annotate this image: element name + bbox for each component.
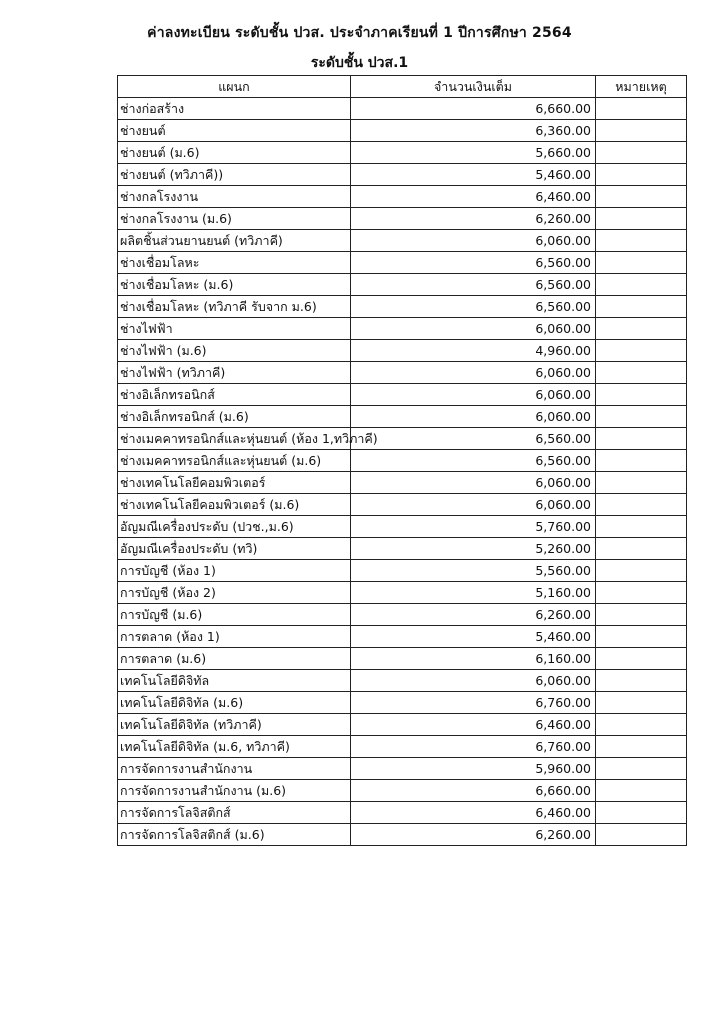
column-header-amount: จำนวนเงินเต็ม [351,76,596,98]
amount-cell: 6,260.00 [351,824,596,846]
department-cell: ช่างอิเล็กทรอนิกส์ [118,384,351,406]
note-cell [596,406,687,428]
note-cell [596,670,687,692]
amount-cell: 6,060.00 [351,362,596,384]
amount-cell: 5,560.00 [351,560,596,582]
department-cell: การจัดการงานสำนักงาน [118,758,351,780]
table-row [118,472,687,494]
table-row [118,120,687,142]
table-row [118,406,687,428]
table-row [118,560,687,582]
note-cell [596,186,687,208]
header-row [118,76,687,98]
amount-cell: 6,460.00 [351,714,596,736]
amount-cell: 6,460.00 [351,186,596,208]
table-row [118,494,687,516]
note-cell [596,714,687,736]
department-cell: การจัดการโลจิสติกส์ [118,802,351,824]
note-cell [596,274,687,296]
amount-cell: 6,560.00 [351,252,596,274]
department-cell: ช่างกลโรงงาน (ม.6) [118,208,351,230]
table-row [118,296,687,318]
department-cell: การบัญชี (ห้อง 2) [118,582,351,604]
note-cell [596,296,687,318]
amount-cell: 6,060.00 [351,406,596,428]
department-cell: อัญมณีเครื่องประดับ (ปวช.,ม.6) [118,516,351,538]
department-cell: การตลาด (ห้อง 1) [118,626,351,648]
amount-cell: 5,260.00 [351,538,596,560]
note-cell [596,230,687,252]
table-row [118,230,687,252]
department-cell: ช่างเมคคาทรอนิกส์และหุ่นยนต์ (ม.6) [118,450,351,472]
table-row [118,780,687,802]
note-cell [596,98,687,120]
department-cell: ผลิตชิ้นส่วนยานยนต์ (ทวิภาคี) [118,230,351,252]
note-cell [596,692,687,714]
amount-cell: 5,760.00 [351,516,596,538]
note-cell [596,516,687,538]
table-row [118,538,687,560]
table-row [118,450,687,472]
amount-cell: 5,660.00 [351,142,596,164]
amount-cell: 6,060.00 [351,670,596,692]
department-cell: เทคโนโลยีดิจิทัล [118,670,351,692]
amount-cell: 6,260.00 [351,604,596,626]
amount-cell: 6,660.00 [351,98,596,120]
note-cell [596,340,687,362]
table-row [118,736,687,758]
column-header-department: แผนก [118,76,351,98]
table-row [118,670,687,692]
table-row [118,824,687,846]
department-cell: เทคโนโลยีดิจิทัล (ม.6) [118,692,351,714]
note-cell [596,780,687,802]
table-row [118,274,687,296]
note-cell [596,648,687,670]
note-cell [596,758,687,780]
amount-cell: 6,560.00 [351,428,596,450]
department-cell: ช่างอิเล็กทรอนิกส์ (ม.6) [118,406,351,428]
amount-cell: 6,660.00 [351,780,596,802]
amount-cell: 6,060.00 [351,494,596,516]
note-cell [596,560,687,582]
department-cell: ช่างไฟฟ้า (ม.6) [118,340,351,362]
department-cell: เทคโนโลยีดิจิทัล (ทวิภาคี) [118,714,351,736]
amount-cell: 6,460.00 [351,802,596,824]
amount-cell: 6,760.00 [351,736,596,758]
note-cell [596,120,687,142]
amount-cell: 6,060.00 [351,472,596,494]
department-cell: ช่างเชื่อมโลหะ (ม.6) [118,274,351,296]
table-row [118,252,687,274]
document-subtitle: ระดับชั้น ปวส.1 [310,55,409,71]
department-cell: ช่างยนต์ (ทวิภาคี)) [118,164,351,186]
table-row [118,626,687,648]
department-cell: ช่างยนต์ [118,120,351,142]
department-cell: ช่างไฟฟ้า [118,318,351,340]
note-cell [596,538,687,560]
note-cell [596,208,687,230]
amount-cell: 6,560.00 [351,450,596,472]
note-cell [596,824,687,846]
table-row [118,318,687,340]
note-cell [596,384,687,406]
department-cell: ช่างเมคคาทรอนิกส์และหุ่นยนต์ (ห้อง 1,ทวิภาคี) [118,428,351,450]
amount-cell: 6,360.00 [351,120,596,142]
department-cell: การบัญชี (ม.6) [118,604,351,626]
amount-cell: 5,960.00 [351,758,596,780]
note-cell [596,450,687,472]
table-row [118,692,687,714]
department-cell: อัญมณีเครื่องประดับ (ทวิ) [118,538,351,560]
note-cell [596,428,687,450]
department-cell: การบัญชี (ห้อง 1) [118,560,351,582]
amount-cell: 6,760.00 [351,692,596,714]
amount-cell: 5,460.00 [351,164,596,186]
fee-table [117,75,687,846]
table-row [118,758,687,780]
department-cell: ช่างไฟฟ้า (ทวิภาคี) [118,362,351,384]
department-cell: การตลาด (ม.6) [118,648,351,670]
note-cell [596,494,687,516]
note-cell [596,626,687,648]
note-cell [596,604,687,626]
table-row [118,208,687,230]
amount-cell: 6,060.00 [351,230,596,252]
amount-cell: 6,260.00 [351,208,596,230]
amount-cell: 6,560.00 [351,274,596,296]
department-cell: การจัดการงานสำนักงาน (ม.6) [118,780,351,802]
amount-cell: 6,560.00 [351,296,596,318]
department-cell: ช่างเชื่อมโลหะ [118,252,351,274]
note-cell [596,472,687,494]
note-cell [596,362,687,384]
note-cell [596,252,687,274]
table-row [118,384,687,406]
department-cell: ช่างยนต์ (ม.6) [118,142,351,164]
table-row [118,582,687,604]
note-cell [596,142,687,164]
note-cell [596,582,687,604]
department-cell: ช่างเทคโนโลยีคอมพิวเตอร์ [118,472,351,494]
amount-cell: 4,960.00 [351,340,596,362]
department-cell: ช่างก่อสร้าง [118,98,351,120]
table-row [118,516,687,538]
table-row [118,362,687,384]
note-cell [596,736,687,758]
note-cell [596,164,687,186]
amount-cell: 5,460.00 [351,626,596,648]
table-row [118,164,687,186]
department-cell: เทคโนโลยีดิจิทัล (ม.6, ทวิภาคี) [118,736,351,758]
amount-cell: 5,160.00 [351,582,596,604]
department-cell: ช่างกลโรงงาน [118,186,351,208]
amount-cell: 6,060.00 [351,318,596,340]
table-row [118,604,687,626]
department-cell: การจัดการโลจิสติกส์ (ม.6) [118,824,351,846]
table-row [118,648,687,670]
department-cell: ช่างเชื่อมโลหะ (ทวิภาคี รับจาก ม.6) [118,296,351,318]
table-row [118,802,687,824]
table-row [118,142,687,164]
document-title: ค่าลงทะเบียน ระดับชั้น ปวส. ประจำภาคเรียนที่ 1 ปีการศึกษา 2564 [147,25,572,41]
department-cell: ช่างเทคโนโลยีคอมพิวเตอร์ (ม.6) [118,494,351,516]
note-cell [596,318,687,340]
amount-cell: 6,160.00 [351,648,596,670]
table-row [118,340,687,362]
table-row [118,186,687,208]
column-header-note: หมายเหตุ [596,76,687,98]
fee-table-body [118,98,687,846]
table-row [118,714,687,736]
amount-cell: 6,060.00 [351,384,596,406]
fee-table-header [118,76,687,98]
note-cell [596,802,687,824]
table-row [118,98,687,120]
table-row [118,428,687,450]
